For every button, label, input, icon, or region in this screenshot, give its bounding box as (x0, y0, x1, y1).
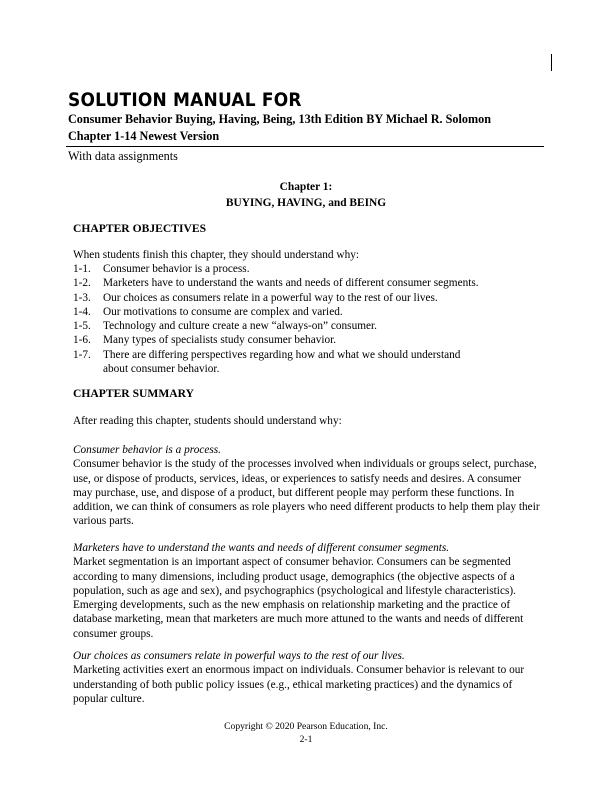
objective-item (73, 291, 543, 305)
summary-topic (73, 649, 543, 706)
header-divider (66, 146, 544, 147)
brand-title: SOLUTION MANUAL FOR (68, 89, 302, 112)
summary-topic (73, 541, 543, 641)
objective-item (73, 348, 543, 377)
book-title: Consumer Behavior Buying, Having, Being, 13th Edition BY Michael R. Solomon (68, 112, 492, 126)
objective-item (73, 333, 543, 347)
objective-text: Marketers have to understand the wants and needs of different consumer segments. (103, 277, 479, 290)
objective-item (73, 276, 543, 290)
text-cursor-mark (551, 54, 552, 71)
chapter-number: Chapter 1: (279, 181, 333, 193)
with-data-note: With data assignments (68, 149, 178, 163)
topic-body: Marketing activities exert an enormous impact on individuals. Consumer behavior is relevant to our understanding of both public policy issues (e.g., ethical marketing practices) and the dynamics of popular culture. (73, 664, 525, 705)
topic-body: Market segmentation is an important aspect of consumer behavior. Consumers can be segmented according to many dimensions, including product usage, demographics (the objective aspects of a population, such as age and sex), and psychographics (psychological and lifestyle characteristics). Emerging developments, such as the new emphasis on relationship marketing and the practice of database marketing, mean that marketers are much more attuned to the wants and needs of different consumer groups. (73, 556, 524, 640)
objective-number: 1-3. (73, 291, 91, 304)
objective-item (73, 319, 543, 333)
objective-number: 1-5. (73, 320, 91, 333)
objective-number: 1-4. (73, 305, 91, 318)
page-number: 2-1 (299, 734, 313, 745)
summary-intro: After reading this chapter, students should understand why: (73, 415, 342, 427)
summary-heading: CHAPTER SUMMARY (73, 387, 194, 400)
copyright-notice: Copyright © 2020 Pearson Education, Inc. (224, 721, 388, 732)
objective-text: Technology and culture create a new “always-on” consumer. (103, 320, 377, 333)
topic-title: Consumer behavior is a process. (73, 444, 222, 456)
objective-item (73, 262, 543, 276)
objective-text: Consumer behavior is a process. (103, 263, 250, 275)
objective-number: 1-2. (73, 277, 91, 290)
version-line: Chapter 1-14 Newest Version (68, 129, 220, 143)
objective-text: Many types of specialists study consumer behavior. (103, 334, 337, 347)
topic-title: Our choices as consumers relate in powerful ways to the rest of our lives. (73, 650, 405, 662)
chapter-title: BUYING, HAVING, and BEING (225, 197, 387, 209)
topic-title: Marketers have to understand the wants and needs of different consumer segments. (73, 542, 450, 554)
summary-topic (73, 443, 543, 529)
objectives-list (73, 262, 543, 376)
objective-item (73, 305, 543, 319)
objective-text: Our choices as consumers relate in a powerful way to the rest of our lives. (103, 291, 438, 304)
objectives-heading: CHAPTER OBJECTIVES (73, 222, 207, 235)
topic-body: Consumer behavior is the study of the processes involved when individuals or groups select, purchase, use, or dispose of products, services, ideas, or experiences to satisfy needs and desires. A consumer may purchase, use, and dispose of a product, but different people may perform these functions. In addition, we can think of consumers as role players who need different products to help them play their various parts. (73, 458, 540, 528)
objectives-intro: When students finish this chapter, they should understand why: (73, 249, 360, 261)
objective-number: 1-7. (73, 348, 91, 361)
objective-text: Our motivations to consume are complex and varied. (103, 305, 343, 318)
objective-number: 1-6. (73, 334, 91, 347)
objective-text: There are differing perspectives regarding how and what we should understand about consumer behavior. (103, 348, 461, 376)
objective-number: 1-1. (73, 263, 91, 275)
